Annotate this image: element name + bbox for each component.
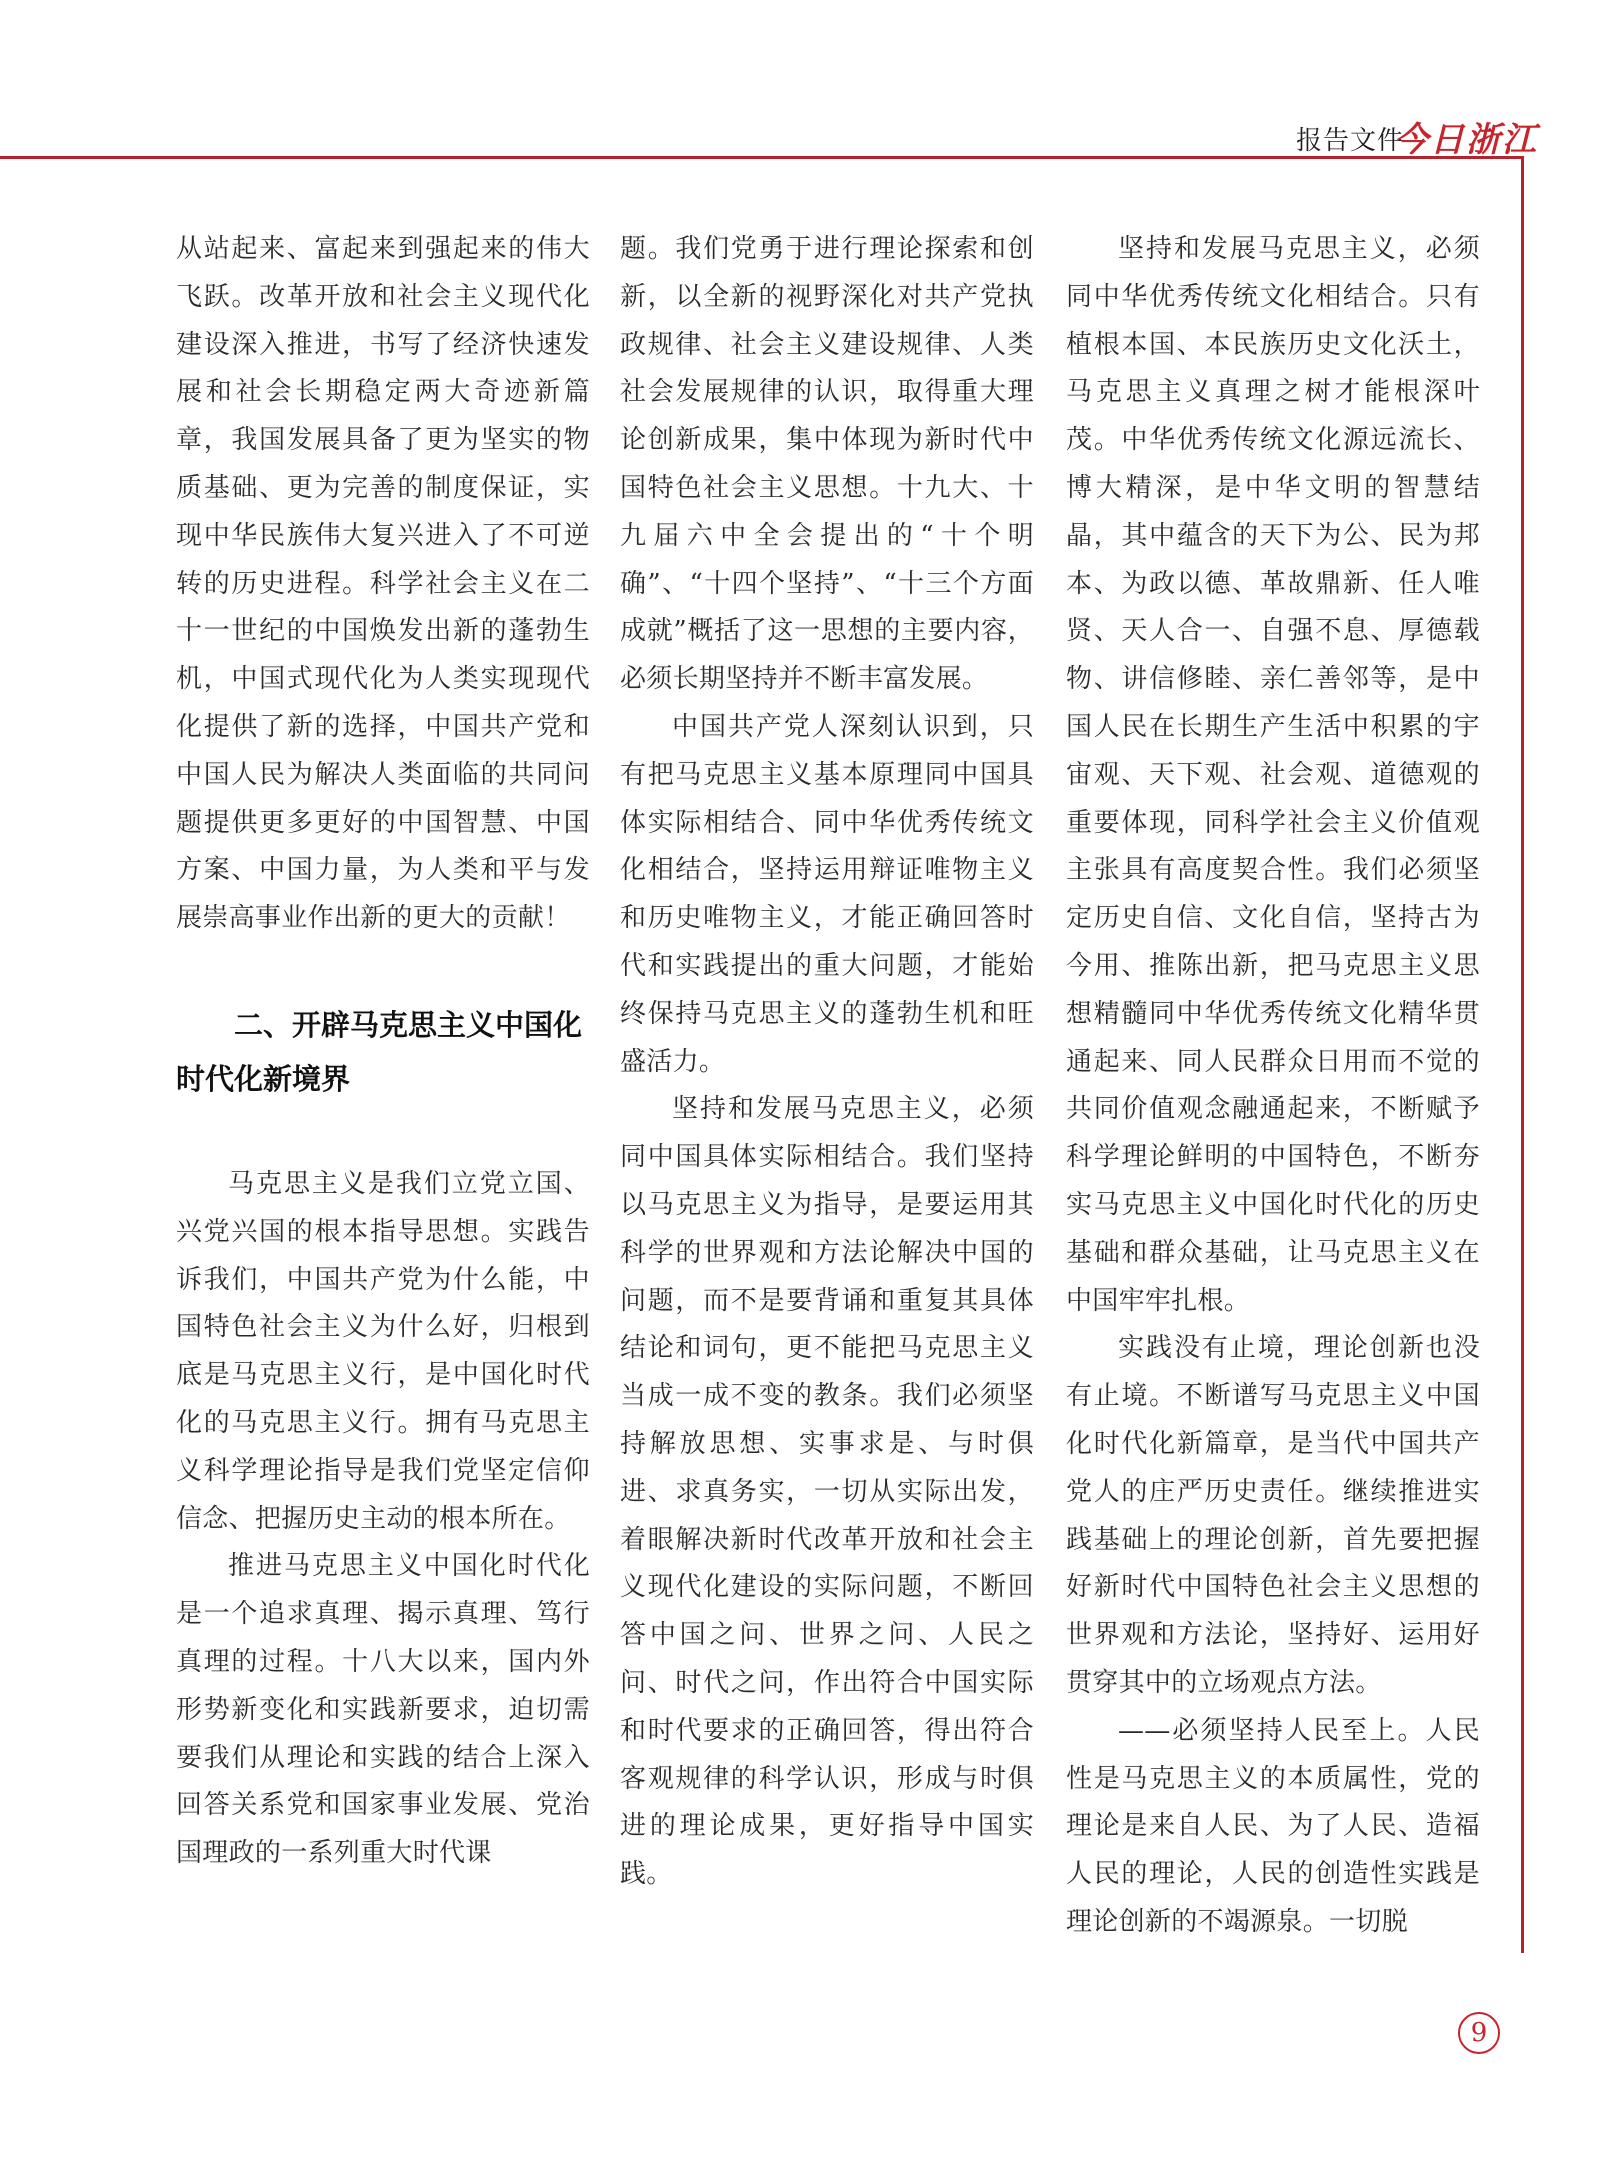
paragraph: 从站起来、富起来到强起来的伟大飞跃。改革开放和社会主义现代化建设深入推进，书写了经济快速发展和社会长期稳定两大奇迹新篇章，我国发展具备了更为坚实的物质基础、更为完善的制度保证，实现中华民族伟大复兴进入了不可逆转的历史进程。科学社会主义在二十一世纪的中国焕发出新的蓬勃生机，中国式现代化为人类实现现代化提供了新的选择，中国共产党和中国人民为解决人类面临的共同问题提供更多更好的中国智慧、中国方案、中国力量，为人类和平与发展崇高事业作出新的更大的贡献！	[176, 234, 590, 934]
paragraph: 实践没有止境，理论创新也没有止境。不断谱写马克思主义中国化时代化新篇章，是当代中国共产党人的庄严历史责任。继续推进实践基础上的理论创新，首先要把握好新时代中国特色社会主义思想的世界观和方法论，坚持好、运用好贯穿其中的立场观点方法。	[1066, 1333, 1480, 1698]
paragraph: 中国共产党人深刻认识到，只有把马克思主义基本原理同中国具体实际相结合、同中华优秀传统文化相结合，坚持运用辩证唯物主义和历史唯物主义，才能正确回答时代和实践提出的重大问题，才能始终保持马克思主义的蓬勃生机和旺盛活力。	[620, 711, 1034, 1077]
section-heading: 二、开辟马克思主义中国化时代化新境界	[176, 1007, 583, 1096]
section-label: 报告文件	[1296, 126, 1405, 156]
text-column-1	[176, 226, 590, 1878]
text-column-2	[620, 226, 1034, 1899]
paragraph: 马克思主义是我们立党立国、兴党兴国的根本指导思想。实践告诉我们，中国共产党为什么能，中国特色社会主义为什么好，归根到底是马克思主义行，是中国化时代化的马克思主义行。拥有马克思主义科学理论指导是我们党坚定信仰信念、把握历史主动的根本所在。	[176, 1168, 590, 1534]
text-column-3	[1066, 226, 1480, 1947]
paragraph: 推进马克思主义中国化时代化是一个追求真理、揭示真理、笃行真理的过程。十八大以来，国内外形势新变化和实践新要求，迫切需要我们从理论和实践的结合上深入回答关系党和国家事业发展、党治国理政的一系列重大时代课	[176, 1551, 590, 1869]
side-rule	[1521, 156, 1524, 1953]
paragraph: ——必须坚持人民至上。人民性是马克思主义的本质属性，党的理论是来自人民、为了人民、造福人民的理论，人民的创造性实践是理论创新的不竭源泉。一切脱	[1066, 1715, 1480, 1937]
paragraph: 坚持和发展马克思主义，必须同中华优秀传统文化相结合。只有植根本国、本民族历史文化沃土，马克思主义真理之树才能根深叶茂。中华优秀传统文化源远流长、博大精深，是中华文明的智慧结晶，其中蕴含的天下为公、民为邦本、为政以德、革故鼎新、任人唯贤、天人合一、自强不息、厚德载物、讲信修睦、亲仁善邻等，是中国人民在长期生产生活中积累的宇宙观、天下观、社会观、道德观的重要体现，同科学社会主义价值观主张具有高度契合性。我们必须坚定历史自信、文化自信，坚持古为今用、推陈出新，把马克思主义思想精髓同中华优秀传统文化精华贯通起来、同人民群众日用而不觉的共同价值观念融通起来，不断赋予科学理论鲜明的中国特色，不断夯实马克思主义中国化时代化的历史基础和群众基础，让马克思主义在中国牢牢扎根。	[1066, 234, 1480, 1316]
page-number: 9	[1458, 2012, 1500, 2054]
magazine-logo: 今日浙江	[1394, 120, 1538, 160]
paragraph: 坚持和发展马克思主义，必须同中国具体实际相结合。我们坚持以马克思主义为指导，是要运用其科学的世界观和方法论解决中国的问题，而不是要背诵和重复其具体结论和词句，更不能把马克思主义当成一成不变的教条。我们必须坚持解放思想、实事求是、与时俱进、求真务实，一切从实际出发，着眼解决新时代改革开放和社会主义现代化建设的实际问题，不断回答中国之问、世界之问、人民之问、时代之问，作出符合中国实际和时代要求的正确回答，得出符合客观规律的科学认识，形成与时俱进的理论成果，更好指导中国实践。	[620, 1094, 1034, 1890]
paragraph: 题。我们党勇于进行理论探索和创新，以全新的视野深化对共产党执政规律、社会主义建设规律、人类社会发展规律的认识，取得重大理论创新成果，集中体现为新时代中国特色社会主义思想。十九大、十九届六中全会提出的“十个明确”、“十四个坚持”、“十三个方面成就”概括了这一思想的主要内容，必须长期坚持并不断丰富发展。	[620, 234, 1034, 695]
